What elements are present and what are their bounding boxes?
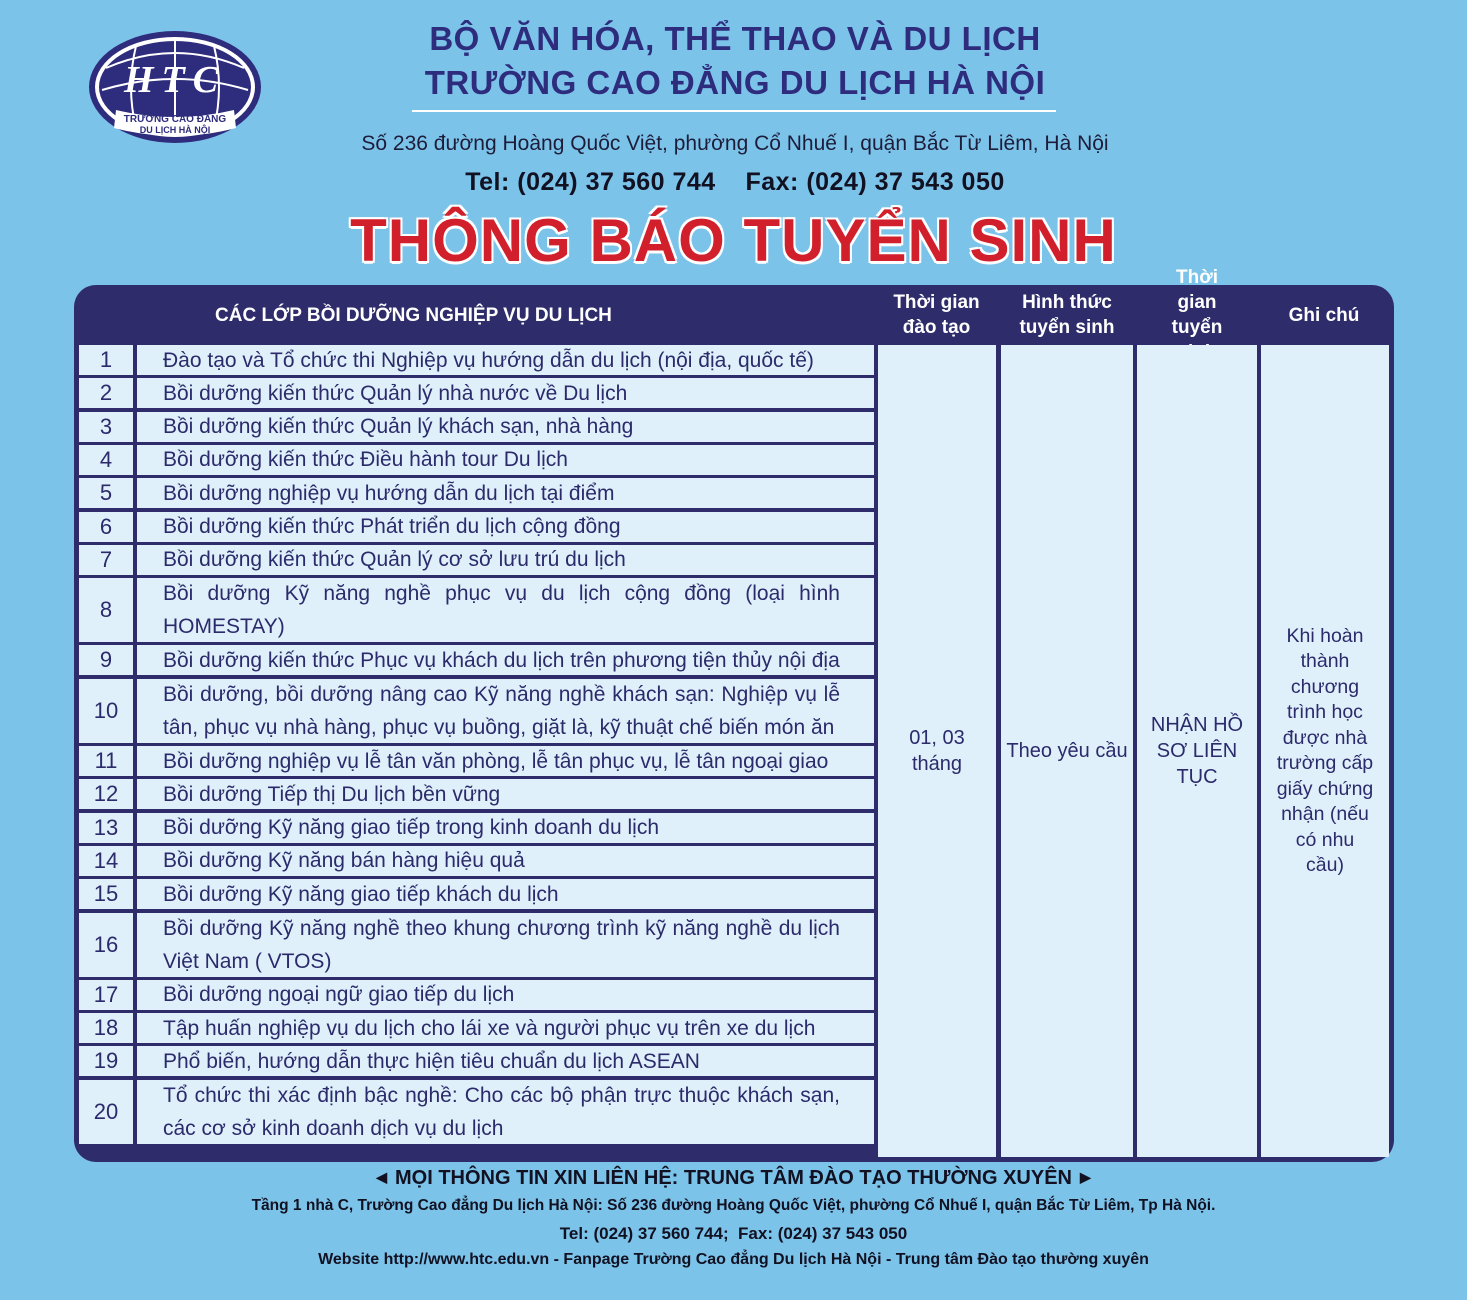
table-row bbox=[79, 445, 874, 475]
header-phone-fax: Tel: (024) 37 560 744 Fax: (024) 37 543 050 bbox=[465, 168, 1005, 196]
row-number: 3 bbox=[99, 413, 113, 439]
course-name: Bồi dưỡng Kỹ năng nghề phục vụ du lịch cộng đồng (loại hình HOMESTAY) bbox=[163, 582, 840, 639]
row-number: 18 bbox=[93, 1015, 119, 1041]
table-row bbox=[79, 512, 874, 542]
courses-table bbox=[74, 267, 1394, 1162]
table-row bbox=[79, 746, 874, 776]
course-name: Bồi dưỡng, bồi dưỡng nâng cao Kỹ năng nghề khách sạn: Nghiệp vụ lễ tân, phục vụ nhà hàng, phục vụ buồng, giặt là, kỹ thuật chế biến món ăn bbox=[163, 682, 840, 739]
svg-text:HTC: HTC bbox=[123, 59, 227, 101]
course-name: Bồi dưỡng kiến thức Phát triển du lịch cộng đồng bbox=[163, 515, 621, 538]
left-arrow-icon: ◀ bbox=[376, 1169, 387, 1185]
period-cell: NHẬN HỒ SƠ LIÊN TỤC bbox=[1137, 345, 1257, 1157]
course-name: Bồi dưỡng Kỹ năng bán hàng hiệu quả bbox=[163, 849, 525, 873]
header-period: Thời gian tuyển bbox=[1171, 267, 1223, 338]
course-name: Bồi dưỡng kiến thức Quản lý cơ sở lưu trú du lịch bbox=[163, 548, 626, 572]
course-name: Bồi dưỡng Tiếp thị Du lịch bền vững bbox=[163, 782, 501, 806]
row-number: 14 bbox=[93, 847, 119, 873]
duration-cell: 01, 03 tháng bbox=[878, 345, 996, 1157]
table-row bbox=[79, 879, 874, 909]
row-number: 11 bbox=[94, 748, 118, 773]
header-form: Hình thức tuyển sinh bbox=[1019, 292, 1115, 338]
table-row bbox=[79, 345, 874, 375]
course-name: Đào tạo và Tổ chức thi Nghiệp vụ hướng dẫn du lịch (nội địa, quốc tế) bbox=[163, 348, 814, 372]
course-name: Bồi dưỡng Kỹ năng giao tiếp khách du lịch bbox=[163, 882, 559, 906]
svg-text:DU LỊCH HÀ NỘI: DU LỊCH HÀ NỘI bbox=[139, 125, 211, 135]
row-number: 13 bbox=[93, 814, 119, 840]
right-arrow-icon: ▶ bbox=[1079, 1169, 1091, 1185]
table-row bbox=[79, 779, 874, 809]
footer-contact-text: MỌI THÔNG TIN XIN LIÊN HỆ: TRUNG TÂM ĐÀO TẠO THƯỜNG XUYÊN bbox=[395, 1167, 1072, 1189]
course-name: Bồi dưỡng Kỹ năng nghề theo khung chương trình kỹ năng nghề du lịch Việt Nam ( VTOS) bbox=[163, 916, 840, 973]
ministry-name: BỘ VĂN HÓA, THỂ THAO VÀ DU LỊCH bbox=[429, 20, 1041, 57]
form-cell: Theo yêu cầu bbox=[1001, 345, 1133, 1157]
course-name: Tập huấn nghiệp vụ du lịch cho lái xe và người phục vụ trên xe du lịch bbox=[163, 1016, 816, 1040]
row-number: 6 bbox=[99, 513, 113, 539]
table-row bbox=[79, 545, 874, 575]
footer-website: Website http://www.htc.edu.vn - Fanpage Trường Cao đẳng Du lịch Hà Nội - Trung tâm Đào tạo thường xuyên bbox=[318, 1251, 1149, 1268]
note-cell: Khi hoàn thành chương trình học được nhà trường cấp giấy chứng nhận (nếu có nhu cầu) bbox=[1261, 345, 1389, 1157]
footer-contact bbox=[0, 1167, 1467, 1190]
row-number: 15 bbox=[93, 881, 119, 907]
table-body bbox=[79, 345, 874, 1157]
footer-tel: Tel: (024) 37 560 744; Fax: (024) 37 543 050 bbox=[559, 1224, 908, 1243]
course-name: Bồi dưỡng kiến thức Quản lý nhà nước về Du lịch bbox=[163, 381, 628, 405]
course-name: Bồi dưỡng ngoại ngữ giao tiếp du lịch bbox=[163, 983, 515, 1007]
row-number: 2 bbox=[99, 380, 113, 406]
header-divider bbox=[412, 110, 1056, 112]
row-number: 7 bbox=[99, 546, 113, 572]
header-note: Ghi chú bbox=[1288, 304, 1360, 326]
header-courses: CÁC LỚP BỒI DƯỠNG NGHIỆP VỤ DU LỊCH bbox=[215, 304, 612, 326]
footer-address: Tầng 1 nhà C, Trường Cao đẳng Du lịch Hà Nội: Số 236 đường Hoàng Quốc Việt, phường Cổ Nhuế I, quận Bắc Từ Liêm, Tp Hà Nội. bbox=[251, 1197, 1216, 1214]
row-number: 16 bbox=[93, 931, 119, 957]
row-number: 19 bbox=[93, 1048, 119, 1074]
course-name: Bồi dưỡng kiến thức Phục vụ khách du lịch trên phương tiện thủy nội địa bbox=[163, 648, 840, 672]
header-address: Số 236 đường Hoàng Quốc Việt, phường Cổ Nhuế I, quận Bắc Từ Liêm, Hà Nội bbox=[361, 132, 1109, 155]
row-number: 20 bbox=[93, 1098, 119, 1124]
row-number: 8 bbox=[99, 597, 113, 623]
course-name: Phổ biến, hướng dẫn thực hiện tiêu chuẩn du lịch ASEAN bbox=[163, 1049, 700, 1073]
course-name: Bồi dưỡng Kỹ năng giao tiếp trong kinh doanh du lịch bbox=[163, 816, 660, 840]
table-row bbox=[79, 1013, 874, 1043]
row-number: 5 bbox=[99, 480, 113, 506]
course-name: Bồi dưỡng nghiệp vụ hướng dẫn du lịch tại điểm bbox=[163, 481, 615, 505]
table-row bbox=[79, 1080, 874, 1144]
row-number: 12 bbox=[93, 781, 119, 807]
row-number: 10 bbox=[93, 697, 119, 723]
table-row bbox=[79, 980, 874, 1010]
table-row bbox=[79, 578, 874, 642]
table-row bbox=[79, 846, 874, 876]
table-row bbox=[79, 378, 874, 408]
row-number: 9 bbox=[99, 647, 113, 673]
table-row bbox=[79, 679, 874, 743]
course-name: Bồi dưỡng kiến thức Quản lý khách sạn, nhà hàng bbox=[163, 415, 634, 439]
course-name: Tổ chức thi xác định bậc nghề: Cho các bộ phận trực thuộc khách sạn, các cơ sở kinh doanh dịch vụ du lịch bbox=[163, 1083, 840, 1140]
page-title: THÔNG BÁO TUYỂN SINH bbox=[350, 207, 1117, 274]
htc-logo bbox=[86, 28, 264, 146]
table-header bbox=[74, 267, 1394, 345]
table-row bbox=[79, 1046, 874, 1076]
table-row bbox=[79, 913, 874, 977]
table-row bbox=[79, 412, 874, 442]
row-number: 17 bbox=[93, 981, 119, 1007]
row-number: 4 bbox=[99, 446, 113, 472]
row-number: 1 bbox=[99, 347, 113, 372]
svg-text:TRƯỜNG CAO ĐẲNG: TRƯỜNG CAO ĐẲNG bbox=[123, 114, 227, 125]
course-name: Bồi dưỡng kiến thức Điều hành tour Du lịch bbox=[163, 448, 568, 472]
table-row bbox=[79, 478, 874, 508]
table-row bbox=[79, 813, 874, 843]
table-row bbox=[79, 645, 874, 675]
course-name: Bồi dưỡng nghiệp vụ lễ tân văn phòng, lễ tân phục vụ, lễ tân ngoại giao bbox=[163, 749, 829, 773]
college-name: TRƯỜNG CAO ĐẲNG DU LỊCH HÀ NỘI bbox=[424, 64, 1046, 101]
header-duration: Thời gian đào tạo bbox=[893, 292, 980, 338]
